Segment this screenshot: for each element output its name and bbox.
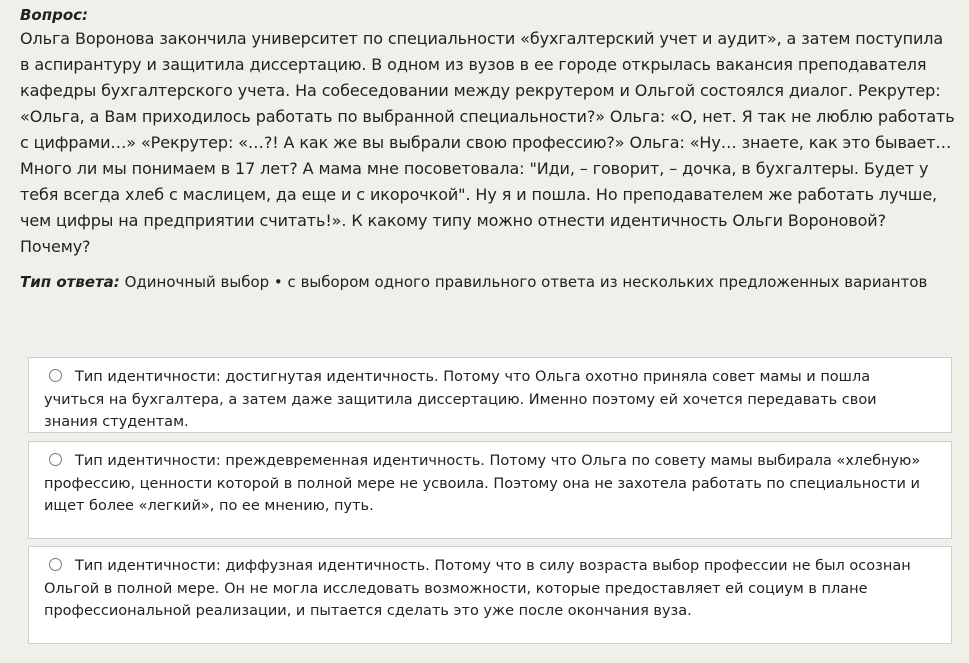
answer-option-1[interactable] [28,357,952,433]
radio-button-icon[interactable] [49,453,62,466]
answer-type [20,270,955,294]
answer-option-3[interactable] [28,546,952,644]
question-label: Вопрос: [20,6,89,24]
radio-button-icon[interactable] [49,369,62,382]
answer-type-label: Тип ответа: [20,273,120,291]
question-text: Ольга Воронова закончила университет по специальности «бухгалтерский учет и аудит», а затем поступила в аспирантуру и защитила диссертацию. В одном из вузов в ее городе открылась вакансия преподавателя кафедры бухгалтерского учета. На собеседовании между рекрутером и Ольгой состоялся диалог. Рекрутер: «Ольга, а Вам приходилось работать по выбранной специальности?» Ольга: «О, нет. Я так не люблю работать с цифрами…» «Рекрутер: «…?! А как же вы выбрали свою профессию?» Ольга: «Ну… знаете, как это бывает… Много ли мы понимаем в 17 лет? А мама мне посоветовала: "Иди, – говорит, – дочка, в бухгалтеры. Будет у тебя всегда хлеб с маслицем, да еще и с икорочкой". Ну я и пошла. Но преподавателем же работать лучше, чем цифры на предприятии считать!». К какому типу можно отнести идентичность Ольги Вороновой? Почему? [20,29,955,256]
question-block [20,4,955,260]
answer-option-text[interactable]: Тип идентичности: достигнутая идентичность. Потому что Ольга охотно приняла совет мамы и пошла учиться на бухгалтера, а затем даже защитила диссертацию. Именно поэтому ей хочется передавать свои знания студентам. [44,369,877,430]
answer-option-2[interactable] [28,441,952,539]
answer-option-text[interactable]: Тип идентичности: диффузная идентичность. Потому что в силу возраста выбор профессии не был осознан Ольгой в полной мере. Он не могла исследовать возможности, которые предоставляет ей социум в плане профессиональной реализации, и пытается сделать это уже после окончания вуза. [44,558,911,619]
answer-option-text[interactable]: Тип идентичности: преждевременная идентичность. Потому что Ольга по совету мамы выбирала «хлебную» профессию, ценности которой в полной мере не усвоила. Поэтому она не захотела работать по специальности и ищет более «легкий», по ее мнению, путь. [44,453,921,514]
radio-button-icon[interactable] [49,558,62,571]
answer-type-value: Одиночный выбор • с выбором одного правильного ответа из нескольких предложенных вариантов [124,273,928,291]
